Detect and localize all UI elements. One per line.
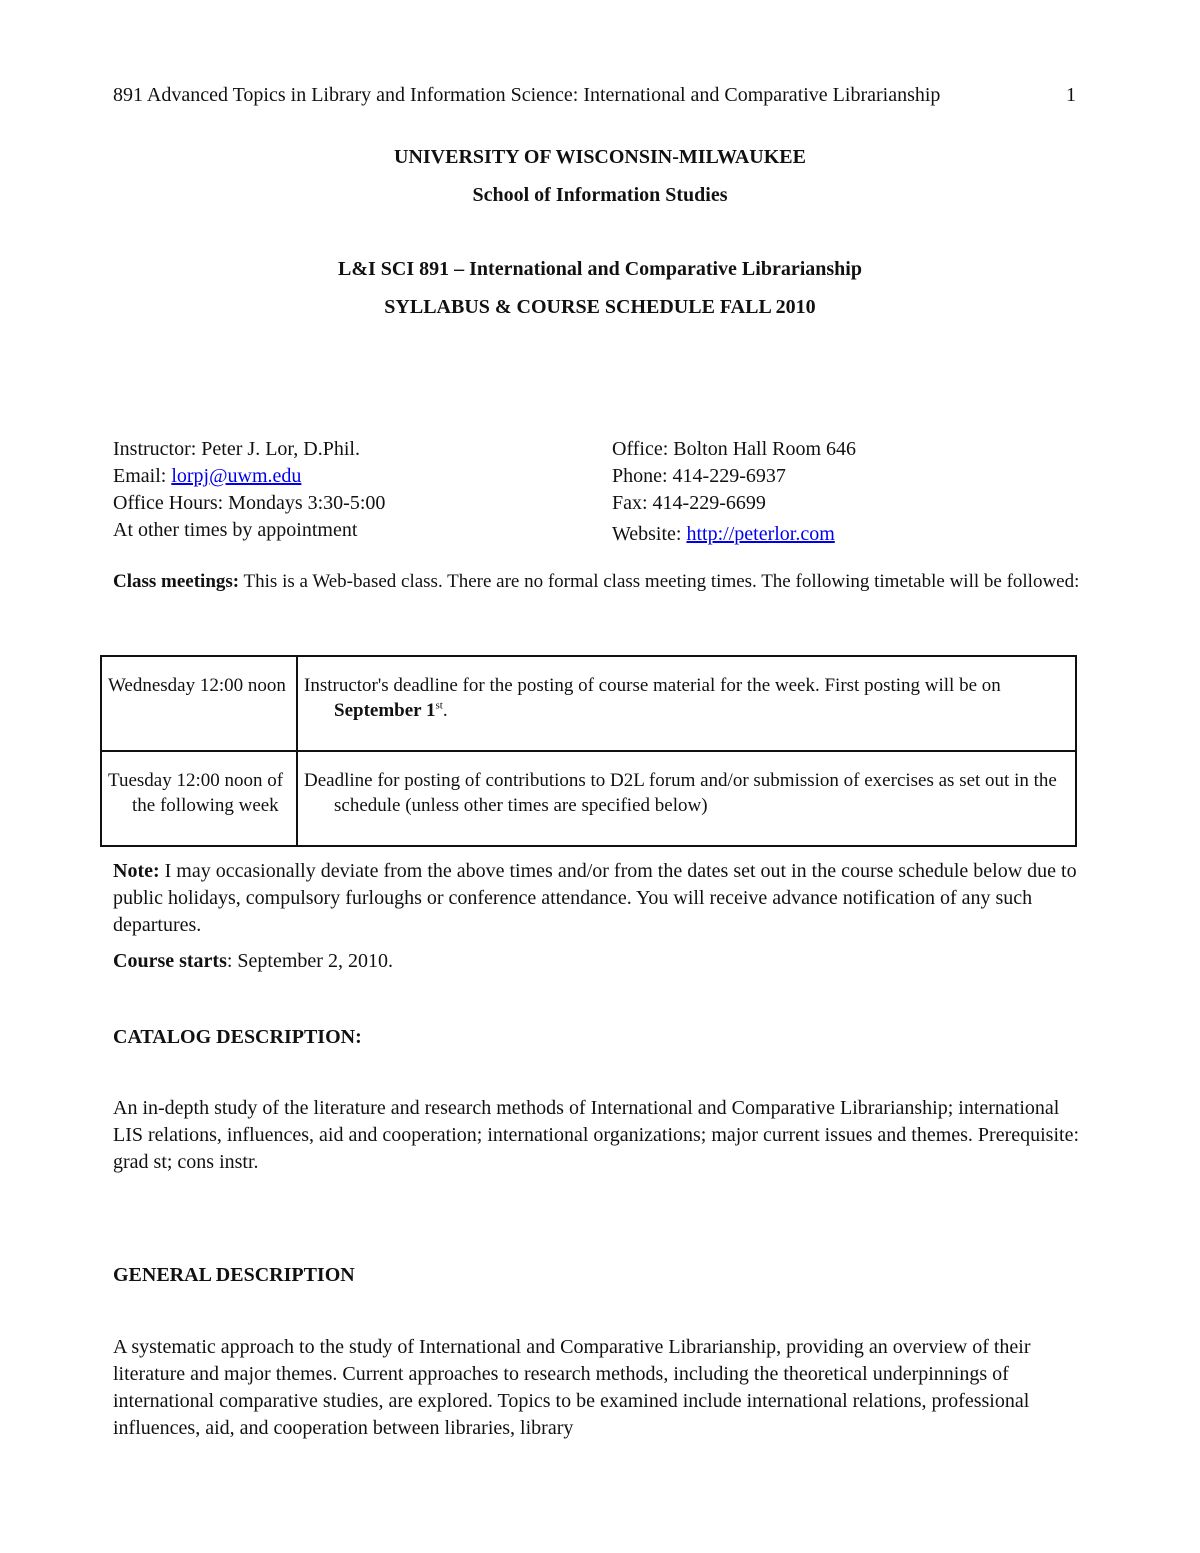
catalog-text: An in-depth study of the literature and research methods of International and Comparative Librarianship; international LIS relations, influences, aid and cooperation; international organizations; major current issues and themes. Prerequisite: grad st; cons instr. <box>113 1097 1080 1173</box>
school-name: School of Information Studies <box>472 184 728 206</box>
timetable-what-cell <box>297 656 1076 751</box>
email-link[interactable]: lorpj@uwm.edu <box>171 465 302 487</box>
phone-line: Phone: 414-229-6937 <box>612 465 786 487</box>
catalog-heading: CATALOG DESCRIPTION: <box>113 1026 362 1048</box>
timetable-when-text: Tuesday 12:00 noon of the following week <box>108 770 284 816</box>
timetable <box>100 655 1077 847</box>
timetable-what-sup: st <box>435 699 443 712</box>
office-hours-line: Office Hours: Mondays 3:30-5:00 <box>113 492 386 514</box>
note-label: Note: <box>113 860 160 882</box>
general-text: A systematic approach to the study of International and Comparative Librarianship, providing an overview of their literature and major themes. Current approaches to research methods, including the theoretical underpinnings of international comparative studies, are explored. Topics to be examined include international relations, professional influences, aid, and cooperation between libraries, library <box>113 1336 1031 1439</box>
email-label: Email: <box>113 465 172 487</box>
syllabus-title: SYLLABUS & COURSE SCHEDULE FALL 2010 <box>384 296 816 318</box>
university-name: UNIVERSITY OF WISCONSIN-MILWAUKEE <box>394 146 806 168</box>
timetable-what-text: Deadline for posting of contributions to D2L forum and/or submission of exercises as set out in the schedule (unless other times are specified below) <box>304 770 1057 816</box>
timetable-when-text: Wednesday 12:00 noon <box>108 675 286 696</box>
timetable-what-prefix: Instructor's deadline for the posting of course material for the week. First posting will be on <box>304 675 1001 696</box>
course-starts-text: : September 2, 2010. <box>226 950 393 972</box>
timetable-when-cell <box>101 751 297 846</box>
class-meetings-text: This is a Web-based class. There are no formal class meeting times. The following timetable will be followed: <box>239 571 1080 592</box>
course-starts-label: Course starts <box>113 950 227 972</box>
note-paragraph <box>113 858 1083 939</box>
timetable-row <box>101 751 1076 846</box>
page-number: 1 <box>1066 84 1076 106</box>
course-title: L&I SCI 891 – International and Comparative Librarianship <box>338 258 862 280</box>
running-header <box>113 82 1076 108</box>
timetable-what-suffix: . <box>442 700 448 721</box>
email-line <box>113 463 385 490</box>
class-meetings-label: Class meetings: <box>113 571 240 592</box>
running-title: 891 Advanced Topics in Library and Information Science: International and Comparative Librarianship <box>113 84 941 106</box>
note-text: I may occasionally deviate from the above times and/or from the dates set out in the course schedule below due to public holidays, compulsory furloughs or conference attendance. You will receive advance notification of any such departures. <box>113 860 1077 936</box>
timetable-what-cell <box>297 751 1076 846</box>
contact-left <box>113 436 385 544</box>
website-link[interactable]: http://peterlor.com <box>686 523 835 545</box>
class-meetings-paragraph <box>113 569 1083 595</box>
website-line <box>612 521 856 548</box>
timetable-row <box>101 656 1076 751</box>
timetable-what-date: September 1 <box>334 700 436 721</box>
course-starts-paragraph <box>113 948 1083 975</box>
instructor-line: Instructor: Peter J. Lor, D.Phil. <box>113 438 360 460</box>
other-times-line: At other times by appointment <box>113 519 358 541</box>
office-line: Office: Bolton Hall Room 646 <box>612 438 857 460</box>
general-heading: GENERAL DESCRIPTION <box>113 1264 355 1286</box>
timetable-when-cell <box>101 656 297 751</box>
fax-line: Fax: 414-229-6699 <box>612 492 766 514</box>
contact-right <box>612 436 856 548</box>
timetable-what-text <box>304 673 1069 723</box>
website-label: Website: <box>612 523 687 545</box>
